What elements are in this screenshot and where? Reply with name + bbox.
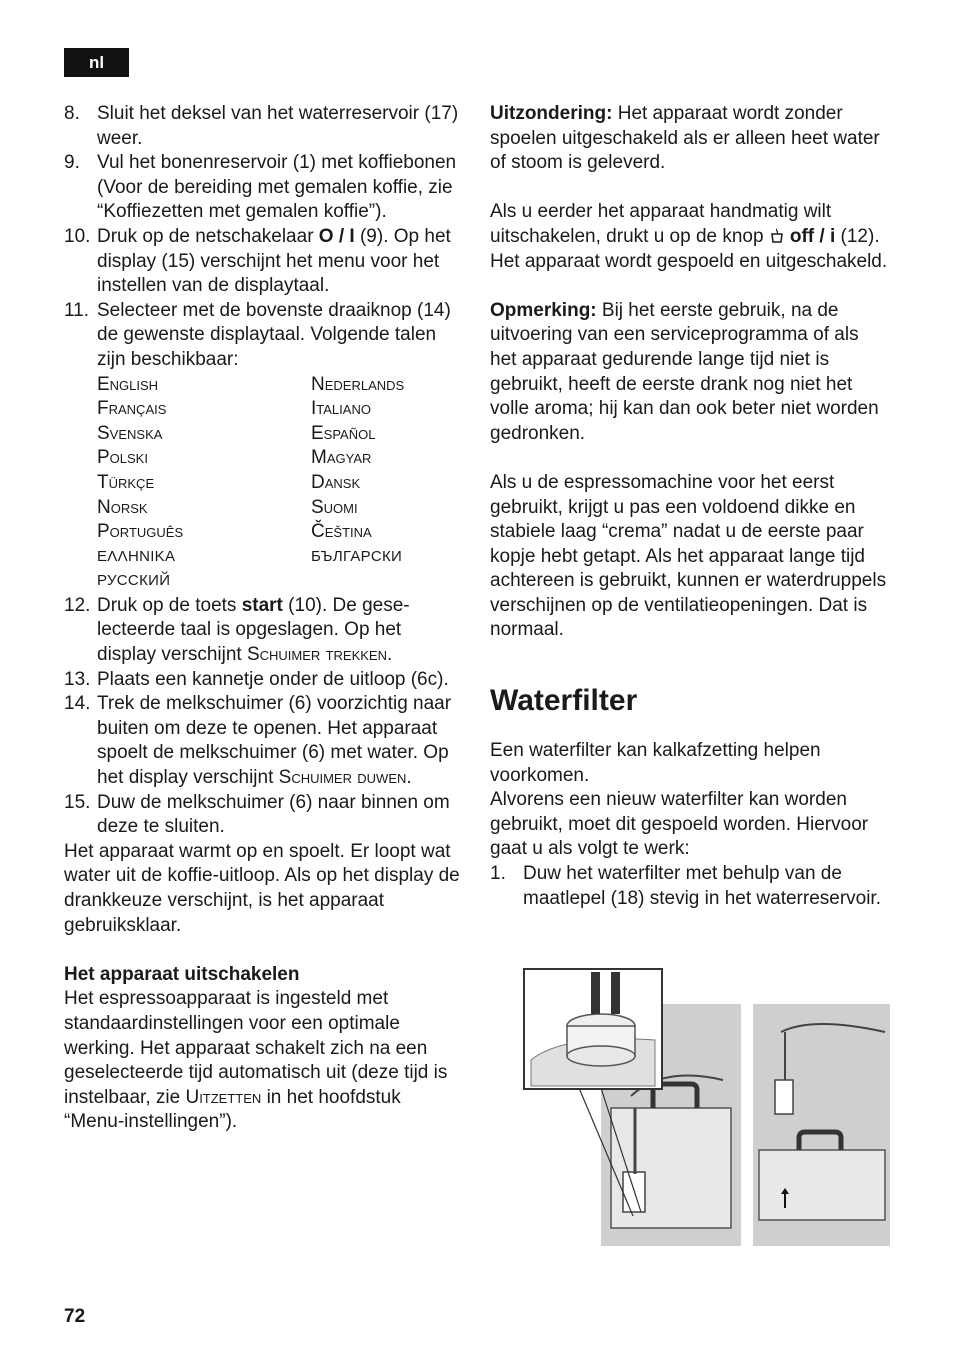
lang-item: Français [97, 398, 167, 420]
right-column [490, 102, 890, 911]
lang-item: Italiano [311, 398, 371, 420]
lang-item: English [97, 373, 159, 395]
step-8: 8. Sluit het deksel van het waterreservoir (17) weer. [64, 103, 459, 149]
lang-item: РУССКИЙ [97, 572, 171, 590]
rinse-cup-icon [769, 228, 786, 244]
step-12: 12. Druk op de toets start (10). De geselecteerde taal is opgeslagen. Op het display verschijnt Schuimer trekken. [64, 594, 410, 666]
waterfilter-rinse: Alvorens een nieuw waterfilter kan worden gebruikt, moet dit gespoeld worden. Hiervoor gaat u als volgt te werk: [490, 789, 869, 860]
step-13: 13. Plaats een kannetje onder de uitloop (6c). [64, 668, 449, 690]
manual-off-paragraph: Als u eerder het apparaat handmatig wilt uitschakelen, drukt u op de knop off / i (12). Het apparaat wordt gespoeld en uitgeschakeld. [490, 201, 888, 272]
paragraph-auto-off: Het espressoapparaat is ingesteld met standaardinstellingen voor een optimale werking. Het apparaat schakelt zich na een geselecteerde tijd automatisch uit (deze tijd is instelbaar, zie Uitzetten in het hoofdstuk “Menu-instellingen”). [64, 988, 448, 1133]
lang-item: Nederlands [311, 373, 405, 395]
note-paragraph: Opmerking: Bij het eerste gebruik, na de uitvoering van een serviceprogramma of als het apparaat gedurende lange tijd niet is gebruikt, heeft de eerste drank nog niet het volle aroma; hij kan dan ook beter niet worden gedronken. [490, 299, 879, 444]
lang-item [311, 569, 501, 594]
lang-item: Svenska [97, 422, 163, 444]
exception-paragraph: Uitzondering: Het apparaat wordt zonder spoelen uitgeschakeld als er alleen heet water of stoom is geleverd. [490, 103, 880, 174]
lang-item: Magyar [311, 447, 372, 469]
step-15: 15. Duw de melkschuimer (6) naar binnen om deze te sluiten. [64, 791, 450, 838]
waterfilter-intro: Een waterfilter kan kalkafzetting helpen voorkomen. [490, 740, 821, 786]
steps-list-1 [64, 102, 464, 840]
lang-item: Português [97, 521, 184, 543]
waterfilter-step-1: 1. Duw het waterfilter met behulp van de maatlepel (18) stevig in het waterreservoir. [490, 863, 881, 909]
step-10: 10. Druk op de netschakelaar O / I (9). Op het display (15) verschijnt het menu voor het instellen van de displaytaal. [64, 225, 451, 297]
page-number: 72 [64, 1306, 86, 1327]
lang-item: Norsk [97, 496, 148, 518]
step-14: 14. Trek de melkschuimer (6) voorzichtig naar buiten om deze te openen. Het apparaat spoelt de melkschuimer (6) met water. Op het display verschijnt Schuimer duwen. [64, 693, 452, 789]
section-heading: Waterfilter [490, 684, 638, 718]
lang-item: Dansk [311, 471, 361, 493]
lang-item: ΕΛΛΗΝΙΚΑ [97, 547, 176, 565]
subheading-switch-off: Het apparaat uitschakelen [64, 963, 300, 985]
steps-list-2 [490, 862, 890, 911]
lang-item: Čeština [311, 521, 372, 543]
lang-item: Türkçe [97, 471, 155, 493]
paragraph-ready: Het apparaat warmt op en spoelt. Er loopt wat water uit de koffie-uitloop. Als op het display de drankkeuze verschijnt, is het apparaat gebruiksklaar. [64, 840, 460, 936]
step-9: 9. Vul het bonenreservoir (1) met koffiebonen (Voor de bereiding met gemalen koffie, zie “Koffiezetten met gemalen koffie”). [64, 152, 457, 223]
crema-paragraph: Als u de espressomachine voor het eerst gebruikt, krijgt u pas een voldoend dikke en stabiele laag “crema” nadat u de eerste paar kopje hebt getapt. Als het apparaat lange tijd achtereen is gebruikt, kunnen er waterdruppels verschijnen op de ventilatieopeningen. Dat is normaal. [490, 471, 887, 641]
lang-item: БЪЛГАРСКИ [311, 547, 403, 565]
lang-item: Español [311, 422, 376, 444]
language-tab: nl [64, 48, 129, 77]
left-column [64, 102, 464, 1135]
language-list [97, 373, 464, 594]
waterfilter-illustration [523, 968, 890, 1246]
lang-item: Suomi [311, 496, 358, 518]
lang-item: Polski [97, 447, 148, 469]
step-11: 11. Selecteer met de bovenste draaiknop (14) de gewenste displaytaal. Volgende talen zijn beschikbaar: English Nederlands Français Italiano Svenska Español Polski Magyar Türkçe Dansk Norsk Suomi Português Čeština ΕΛΛΗΝΙΚΑ БЪЛГАРСКИ РУССКИЙ [64, 299, 464, 594]
